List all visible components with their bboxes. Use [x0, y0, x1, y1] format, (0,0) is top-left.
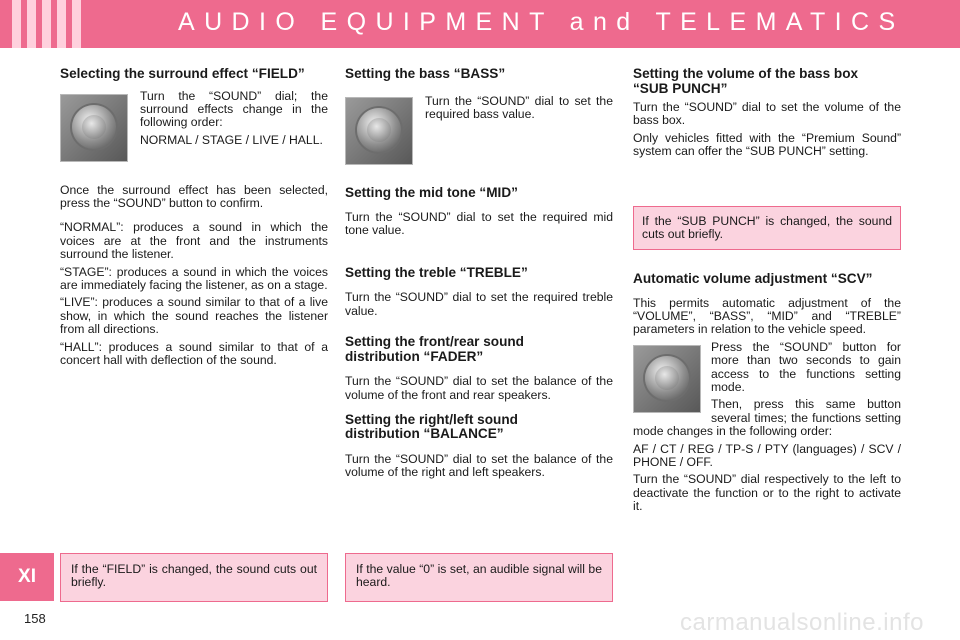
heading-mid: Setting the mid tone “MID” [345, 184, 518, 200]
header-stripes [12, 0, 81, 48]
fader-text: Turn the “SOUND” dial to set the balance of the volume of the front and rear speakers. [345, 374, 613, 402]
column-surround [60, 67, 328, 367]
scv-text: This permits automatic adjustment of the “VOLUME”, “BASS”, “MID” and “TREBLE” parameters in relation to the vehicle speed. [633, 295, 901, 337]
sound-dial-image [633, 341, 703, 411]
sub-punch-premium: Only vehicles fitted with the “Premium Sound” system can offer the “SUB PUNCH” setting. [633, 130, 901, 159]
heading-balance: Setting the right/left sound distribution “BALANCE” [345, 411, 518, 442]
note-sub-punch: If the “SUB PUNCH” is changed, the sound cuts out briefly. [633, 206, 901, 250]
field-stage: “STAGE”: produces a sound in which the voices are immediately facing the listener, as on a stage. [60, 264, 328, 292]
treble-text: Turn the “SOUND” dial to set the required treble value. [345, 290, 613, 318]
sound-dial-image [345, 95, 415, 165]
scv-order: AF / CT / REG / TP-S / PTY (languages) / SCV / PHONE / OFF. [633, 441, 901, 469]
heading-treble: Setting the treble “TREBLE” [345, 264, 528, 280]
chapter-tab: XI [0, 553, 54, 601]
header-title: AUDIO EQUIPMENT and TELEMATICS [178, 8, 905, 36]
bass-text: Turn the “SOUND” dial to set the required bass value. [425, 93, 613, 121]
column-scv [633, 272, 901, 514]
page-number: 158 [24, 611, 46, 626]
heading-bass: Setting the bass “BASS” [345, 66, 506, 81]
column-tone [345, 67, 613, 480]
field-confirm: Once the surround effect has been selected, press the “SOUND” button to confirm. [60, 182, 328, 210]
field-normal: “NORMAL”: produces a sound in which the voices are at the front and the instruments surround the listener. [60, 220, 328, 262]
balance-text: Turn the “SOUND” dial to set the balance of the volume of the right and left speakers. [345, 451, 613, 480]
field-order: NORMAL / STAGE / LIVE / HALL. [140, 132, 323, 147]
column-sub-scv [633, 67, 901, 159]
heading-field: Selecting the surround effect “FIELD” [60, 66, 305, 81]
field-live: “LIVE”: produces a sound similar to that of a live show, in which the sound reaches the listener from all directions. [60, 295, 328, 337]
heading-scv: Automatic volume adjustment “SCV” [633, 271, 873, 286]
note-field: If the “FIELD” is changed, the sound cuts out briefly. [60, 553, 328, 602]
page-header [0, 0, 960, 48]
watermark: carmanualsonline.info [680, 609, 924, 636]
note-value-zero: If the value “0” is set, an audible signal will be heard. [345, 553, 613, 602]
scv-press: Press the “SOUND” button for more than two seconds to gain access to the functions setting mode. [711, 339, 901, 394]
heading-fader: Setting the front/rear sound distribution “FADER” [345, 334, 524, 364]
heading-sub-punch: Setting the volume of the bass box “SUB PUNCH” [633, 66, 859, 96]
field-hall: “HALL”: produces a sound similar to that of a concert hall with deflection of the sound. [60, 339, 328, 367]
sound-dial-image [60, 90, 130, 160]
sub-punch-text: Turn the “SOUND” dial to set the volume of the bass box. [633, 100, 901, 128]
scv-then: Then, press this same button several times; the functions setting mode changes in the following order: [633, 397, 901, 439]
mid-text: Turn the “SOUND” dial to set the required mid tone value. [345, 210, 613, 238]
field-intro: Turn the “SOUND” dial; the surround effects change in the following order: [140, 88, 328, 130]
scv-turn: Turn the “SOUND” dial respectively to the left to deactivate the function or to the right to activate it. [633, 472, 901, 514]
